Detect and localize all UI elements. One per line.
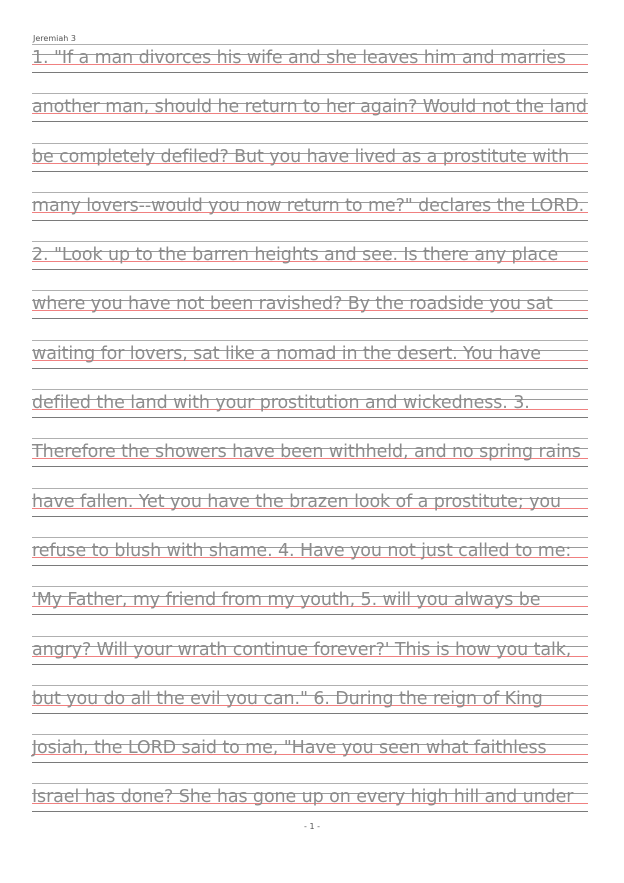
base-rule — [32, 171, 588, 172]
top-rule — [32, 586, 588, 587]
base-rule — [32, 220, 588, 221]
trace-text-line: have fallen. Yet you have the brazen look of a prostitute; you — [32, 491, 561, 512]
base-rule — [32, 466, 588, 467]
practice-row — [32, 685, 588, 734]
base-rule — [32, 417, 588, 418]
base-rule — [32, 565, 588, 566]
top-rule — [32, 192, 588, 193]
page-number: - 1 - — [304, 822, 320, 831]
base-rule — [32, 269, 588, 270]
top-rule — [32, 241, 588, 242]
top-rule — [32, 44, 588, 45]
top-rule — [32, 93, 588, 94]
practice-row — [32, 734, 588, 783]
base-rule — [32, 368, 588, 369]
practice-row — [32, 143, 588, 192]
top-rule — [32, 783, 588, 784]
practice-row — [32, 290, 588, 339]
top-rule — [32, 537, 588, 538]
top-rule — [32, 438, 588, 439]
practice-row — [32, 438, 588, 487]
trace-text-line: refuse to blush with shame. 4. Have you not just called to me: — [32, 540, 572, 561]
base-rule — [32, 762, 588, 763]
trace-text-line: another man, should he return to her again? Would not the land — [32, 97, 587, 118]
practice-row — [32, 340, 588, 389]
base-rule — [32, 713, 588, 714]
base-rule — [32, 614, 588, 615]
trace-text-line: but you do all the evil you can." 6. During the reign of King — [32, 688, 543, 709]
top-rule — [32, 389, 588, 390]
top-rule — [32, 685, 588, 686]
trace-text-line: be completely defiled? But you have lived as a prostitute with — [32, 146, 569, 167]
trace-text-line: defiled the land with your prostitution and wickedness. 3. — [32, 393, 530, 414]
trace-text-line: 'My Father, my friend from my youth, 5. will you always be — [32, 590, 541, 611]
practice-row — [32, 488, 588, 537]
handwriting-practice-sheet — [32, 44, 588, 833]
page-header: Jeremiah 3 — [33, 34, 76, 43]
top-rule — [32, 734, 588, 735]
top-rule — [32, 143, 588, 144]
trace-text-line: where you have not been ravished? By the roadside you sat — [32, 294, 553, 315]
practice-row — [32, 537, 588, 586]
top-rule — [32, 290, 588, 291]
base-rule — [32, 72, 588, 73]
base-rule — [32, 121, 588, 122]
trace-text-line: Therefore the showers have been withheld, and no spring rains — [32, 442, 581, 463]
base-rule — [32, 516, 588, 517]
practice-row — [32, 44, 588, 93]
trace-text-line: 2. "Look up to the barren heights and see. Is there any place — [32, 245, 559, 266]
top-rule — [32, 340, 588, 341]
practice-row — [32, 389, 588, 438]
trace-text-line: waiting for lovers, sat like a nomad in the desert. You have — [32, 343, 541, 364]
trace-text-line: many lovers--would you now return to me?" declares the LORD. — [32, 195, 585, 216]
trace-text-line: 1. "If a man divorces his wife and she leaves him and marries — [32, 48, 566, 68]
practice-row — [32, 636, 588, 685]
top-rule — [32, 488, 588, 489]
practice-row — [32, 241, 588, 290]
base-rule — [32, 811, 588, 812]
trace-text-line: Israel has done? She has gone up on every high hill and under — [32, 787, 574, 808]
practice-row — [32, 586, 588, 635]
top-rule — [32, 636, 588, 637]
practice-row — [32, 192, 588, 241]
practice-row — [32, 93, 588, 142]
base-rule — [32, 318, 588, 319]
base-rule — [32, 664, 588, 665]
trace-text-line: angry? Will your wrath continue forever?' This is how you talk, — [32, 639, 572, 660]
trace-text-line: Josiah, the LORD said to me, "Have you seen what faithless — [32, 738, 547, 759]
